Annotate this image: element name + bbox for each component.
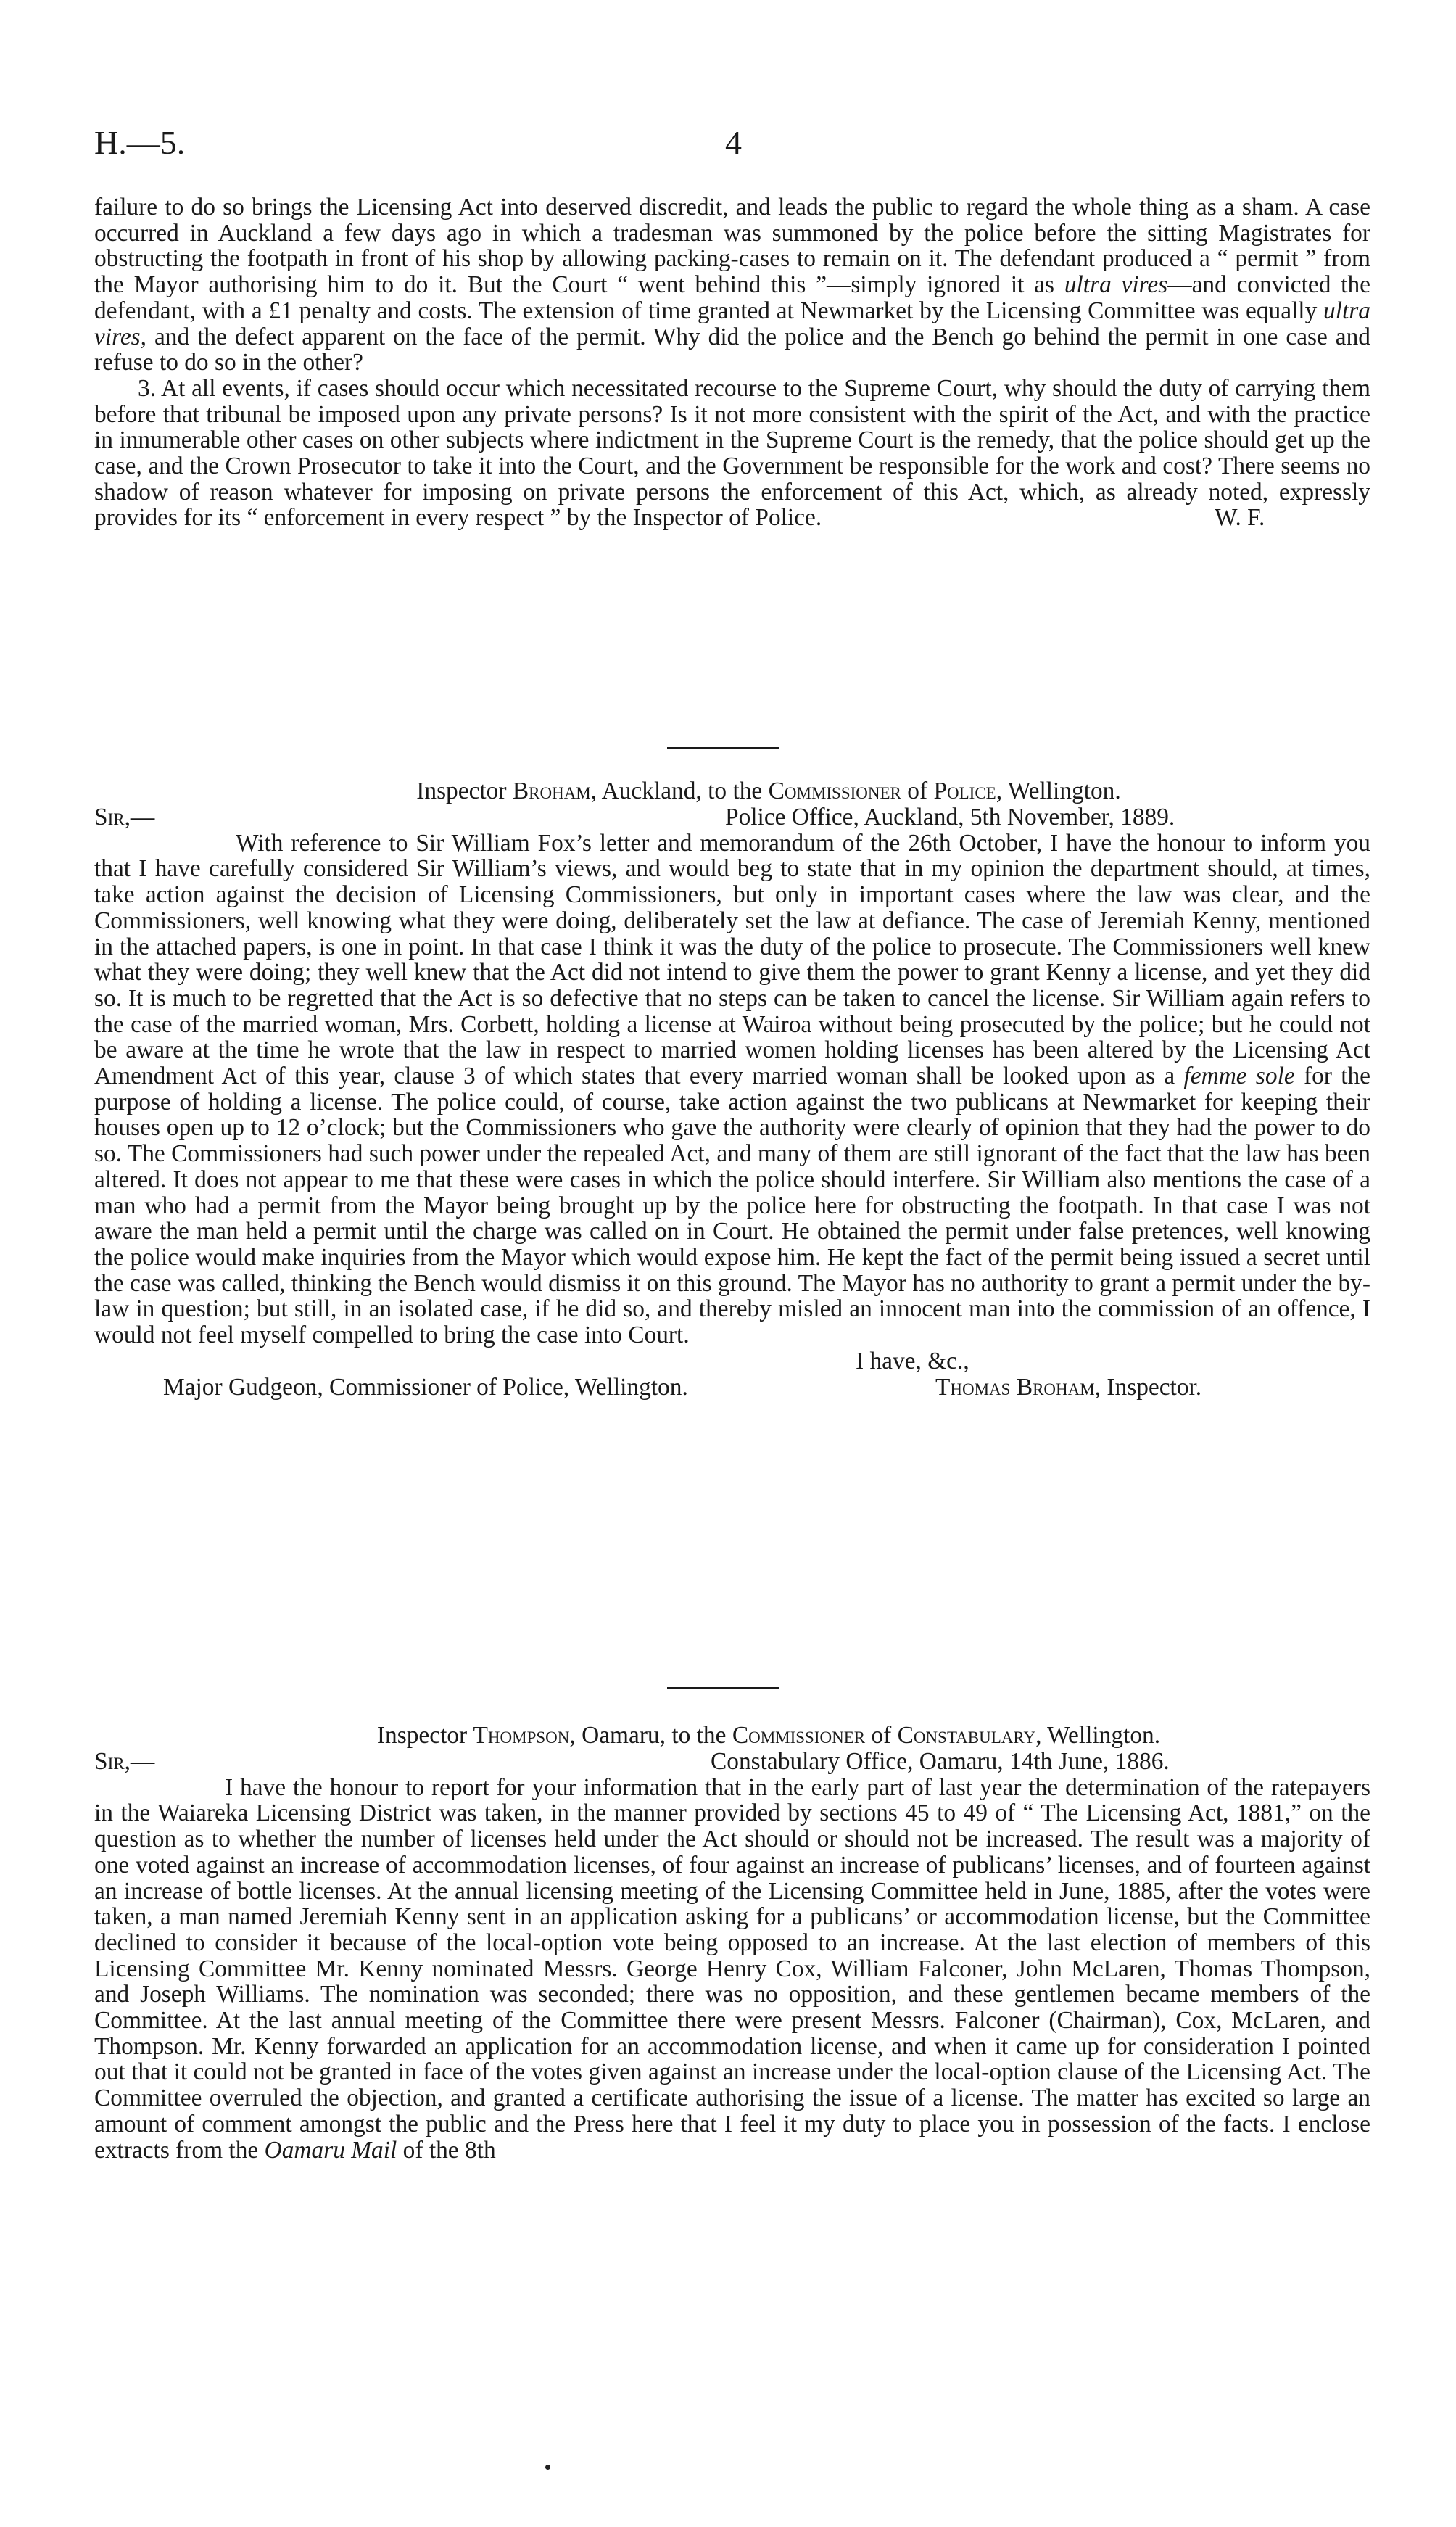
broham-signer: Thomas Broham, Inspector.	[935, 1373, 1202, 1401]
section-divider-2	[667, 1687, 779, 1689]
wf-initials: W. F.	[1215, 504, 1265, 532]
broham-salutation: Sir,—	[94, 803, 155, 830]
broham-letter	[94, 778, 1370, 1401]
broham-addressee: Major Gudgeon, Commissioner of Police, Wellington.	[163, 1373, 688, 1401]
broham-closing: I have, &c.,	[856, 1347, 969, 1374]
thompson-place-date: Constabulary Office, Oamaru, 14th June, 1886.	[711, 1747, 1170, 1775]
broham-heading: Inspector Broham, Auckland, to the Commissioner of Police, Wellington.	[416, 778, 1121, 804]
thompson-salutation-row	[94, 1749, 1370, 1775]
thompson-body: I have the honour to report for your information that in the early part of last year the determination of the ratepayers in the Waiareka Licensing District was taken, in the manner provided by sections 45 to 49 of “ The Licensing Act, 1881,” on the question as to whether the number of licenses held under the Act should or should not be increased. The result was a majority of one voted against an increase of accommodation licenses, of four against an increase of publicans’ licenses, and of fourteen against an increase of bottle licenses. At the annual licensing meeting of the Licensing Committee held in June, 1885, after the votes were taken, a man named Jeremiah Kenny sent in an application asking for a publicans’ or accommodation license, but the Committee declined to consider it because of the local-option vote being opposed to an increase. At the last election of members of this Licensing Committee Mr. Kenny nominated Messrs. George Henry Cox, William Falconer, John McLaren, Thomas Thompson, and Joseph Williams. The nomination was seconded; there was no opposition, and these gentlemen became members of the Committee. At the last annual meeting of the Committee there were present Messrs. Falconer (Chairman), Cox, McLaren, and Thompson. Mr. Kenny forwarded an application for an accommodation license, and when it came up for consideration I pointed out that it could not be granted in face of the votes given against an increase under the local-option clause of the Licensing Act. The Committee overruled the objection, and granted a certificate authorising the issue of a license. The matter has excited so large an amount of comment amongst the public and the Press here that I feel it my duty to place you in possession of the facts. I enclose extracts from the Oamaru Mail of the 8th	[94, 1773, 1370, 2164]
wf-paragraph-3: 3. At all events, if cases should occur which necessitated recourse to the Supreme Court, why should the duty of carrying them before that tribunal be imposed upon any private persons? Is it not more consistent with the spirit of the Act, and with the practice in innumerable other cases on other subjects where indictment in the Supreme Court is the remedy, that the police should get up the case, and the Crown Prosecutor to take it into the Court, and the Government be responsible for the work and cost? There seems no shadow of reason whatever for imposing on private persons the enforcement of this Act, which, as already noted, expressly provides for its “ enforcement in every respect ” by the Inspector of Police.	[94, 374, 1370, 532]
thompson-heading: Inspector Thompson, Oamaru, to the Commissioner of Constabulary, Wellington.	[376, 1722, 1161, 1749]
broham-signature-row	[94, 1374, 1370, 1401]
page-number: 4	[725, 124, 742, 161]
printer-mark	[545, 2465, 550, 2470]
thompson-salutation: Sir,—	[94, 1747, 155, 1775]
paper-reference: H.—5.	[94, 124, 186, 161]
broham-salutation-row	[94, 804, 1370, 830]
wf-signature-row	[94, 504, 1370, 557]
broham-body: With reference to Sir William Fox’s letter and memorandum of the 26th October, I have the honour to inform you that I have carefully considered Sir William’s views, and would beg to state that in my opinion the department should, at times, take action against the decision of Licensing Commissioners, but only in important cases where the law was clear, and the Commissioners, well knowing what they were doing, deliberately set the law at defiance. The case of Jeremiah Kenny, mentioned in the attached papers, is one in point. In that case I think it was the duty of the police to prosecute. The Commissioners well knew what they were doing; they well knew that the Act did not intend to give them the power to grant Kenny a license, and yet they did so. It is much to be regretted that the Act is so defective that no steps can be taken to cancel the license. Sir William again refers to the case of the married woman, Mrs. Corbett, holding a license at Wairoa without being prosecuted by the police; but he could not be aware at the time he wrote that the law in respect to married women holding licenses has been altered by the Licensing Act Amendment Act of this year, clause 3 of which states that every married woman shall be looked upon as a femme sole for the purpose of holding a license. The police could, of course, take action against the two publicans at Newmarket for keeping their houses open up to 12 o’clock; but the Commissioners who gave the authority were clearly of opinion that they had the power to do so. The Commissioners had such power under the repealed Act, and many of them are still ignorant of the fact that the law has been altered. It does not appear to me that these were cases in which the police should interfere. Sir William also mentions the case of a man who had a permit from the Mayor being brought up by the police here for obstructing the footpath. In that case I was not aware the man held a permit until the charge was called on in Court. He obtained the permit under false pretences, well knowing the police would make inquiries from the Mayor which would expose him. He kept the fact of the permit being issued a secret until the case was called, thinking the Bench would dismiss it on this ground. The Mayor has no authority to grant a permit under the by-law in question; but still, in an isolated case, if he did so, and thereby misled an innocent man into the commission of an offence, I would not feel myself compelled to bring the case into Court.	[94, 829, 1370, 1349]
section-divider	[667, 747, 779, 749]
page-header	[94, 123, 1370, 167]
broham-place-date: Police Office, Auckland, 5th November, 1889.	[725, 803, 1175, 830]
broham-closing-row	[94, 1348, 1370, 1374]
wf-letter	[94, 194, 1370, 557]
thompson-letter	[94, 1723, 1370, 2163]
wf-paragraph-1: failure to do so brings the Licensing Act into deserved discredit, and leads the public to regard the whole thing as a sham. A case occurred in Auckland a few days ago in which a tradesman was summoned by the police before the sitting Magistrates for obstructing the footpath in front of his shop by allowing packing-cases to remain on it. The defendant produced a “ permit ” from the Mayor authorising him to do it. But the Court “ went behind this ”—simply ignored it as ultra vires—and convicted the defendant, with a £1 penalty and costs. The extension of time granted at Newmarket by the Licensing Committee was equally ultra vires, and the defect apparent on the face of the permit. Why did the police and the Bench go behind the permit in one case and refuse to do so in the other?	[94, 194, 1370, 376]
